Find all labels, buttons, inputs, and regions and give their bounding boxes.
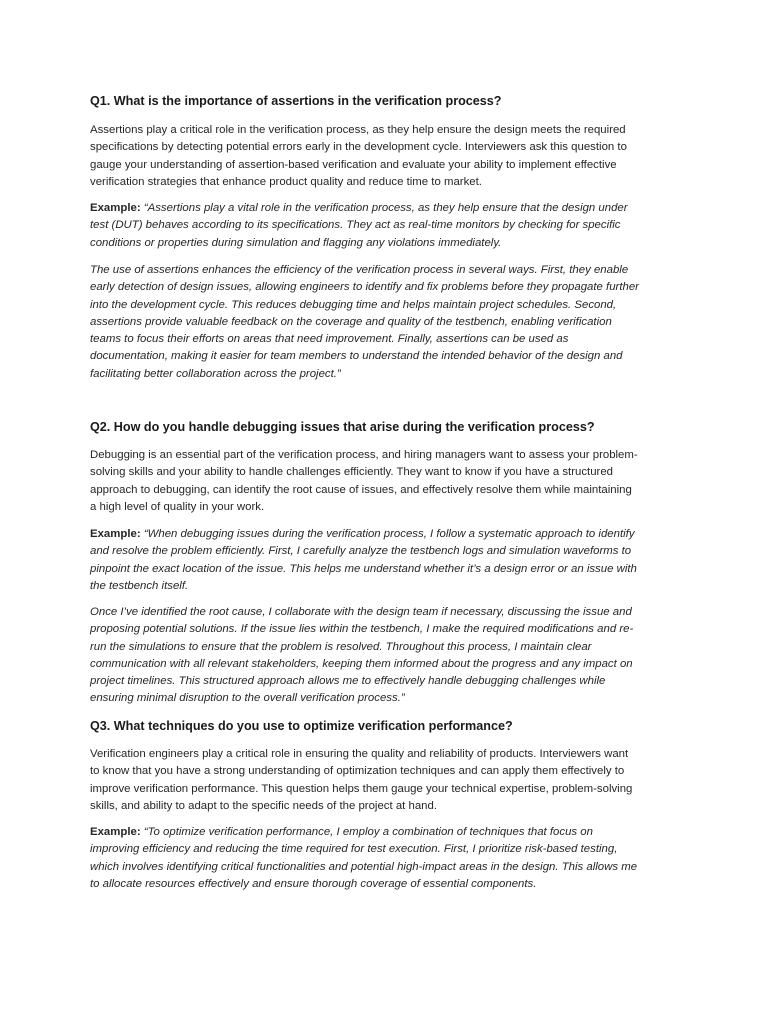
example-label: Example: [90, 202, 141, 214]
text-line-content: specifications by detecting potential errors early in the development cycle. Interviewers ask this question to [90, 141, 627, 154]
text-line [90, 578, 690, 595]
text-line [90, 157, 690, 174]
q2-example-continuation [90, 604, 690, 708]
text-line [90, 763, 690, 780]
text-line [90, 656, 690, 673]
text-line [90, 200, 690, 217]
text-line-content: verification strategies that enhance product quality and reduce time to market. [90, 175, 482, 188]
q3-example-paragraph [90, 824, 690, 893]
text-line-content: solving skills and your ability to handle challenges efficiently. They want to know if you have a structured [90, 466, 613, 479]
text-line-content: ensuring minimal disruption to the overall verification process.” [90, 692, 405, 705]
text-line-content: proposing potential solutions. If the issue lies within the testbench, I make the required modifications and re- [90, 623, 634, 636]
text-line-content: teams to focus their efforts on areas that need improvement. Finally, assertions can be used as [90, 333, 569, 345]
text-line [90, 621, 690, 638]
text-line [90, 331, 690, 348]
text-line-content: approach to debugging, can identify the root cause of issues, and effectively resolve them while maintaining [90, 483, 632, 496]
text-line-content: Once I’ve identified the root cause, I collaborate with the design team if necessary, discussing the issue and [90, 606, 632, 618]
text-line-content: a high level of quality in your work. [90, 500, 265, 513]
q1-example-continuation [90, 262, 690, 383]
text-line-content: Verification engineers play a critical role in ensuring the quality and reliability of products. Interviewers want [90, 748, 629, 760]
text-line [90, 604, 690, 621]
q1-heading: Q1. What is the importance of assertions in the verification process? [90, 94, 502, 108]
text-line-content: facilitating better collaboration across the project.” [90, 367, 341, 380]
text-line [90, 841, 690, 858]
text-line [90, 781, 690, 798]
text-line-content: pinpoint the exact location of the issue. This helps me understand whether it’s a design error or an issue with [90, 562, 637, 575]
text-line [90, 499, 690, 516]
text-line [90, 174, 690, 191]
q2-example-paragraph [90, 526, 690, 595]
text-line-content: test (DUT) behaves according to its specifications. They act as real-time monitors by checking for specific [90, 219, 621, 232]
text-line [90, 543, 690, 560]
text-line [90, 561, 690, 578]
text-line [90, 824, 690, 841]
q2-heading: Q2. How do you handle debugging issues that arise during the verification process? [90, 420, 595, 434]
text-line-content: Debugging is an essential part of the verification process, and hiring managers want to assess your problem- [90, 449, 638, 461]
text-line [90, 122, 690, 139]
text-line-content: conditions or properties during simulation and flagging any violations immediately. [90, 236, 502, 249]
text-line [90, 639, 690, 656]
text-line [90, 876, 690, 893]
q3-heading: Q3. What techniques do you use to optimize verification performance? [90, 719, 513, 733]
text-line-content: “To optimize verification performance, I employ a combination of techniques that focus on [143, 826, 593, 838]
text-line [90, 859, 690, 876]
text-line [90, 314, 690, 331]
text-line [90, 798, 690, 815]
text-line [90, 262, 690, 279]
q3-intro-paragraph [90, 746, 690, 815]
text-line [90, 746, 690, 763]
text-line-content: Assertions play a critical role in the verification process, as they help ensure the design meets the required [90, 124, 626, 136]
text-line [90, 447, 690, 464]
text-line [90, 139, 690, 156]
text-line [90, 348, 690, 365]
text-line-content: which involves identifying critical functionalities and potential high-impact areas in the design. This allows me [90, 860, 638, 873]
text-line [90, 217, 690, 234]
q1-example-paragraph [90, 200, 690, 252]
text-line-content: run the simulations to ensure that the problem is resolved. Throughout this process, I maintain clear [90, 640, 592, 653]
text-line-content: early detection of design issues, allowing engineers to identify and fix problems before they propagate further [90, 281, 639, 294]
text-line-content: to allocate resources effectively and ensure thorough coverage of essential components. [90, 877, 537, 890]
text-line-content: assertions provide valuable feedback on the coverage and quality of the testbench, enabling verification [90, 315, 612, 328]
text-line-content: project timelines. This structured approach allows me to effectively handle debugging challenges while [90, 675, 606, 687]
text-line [90, 482, 690, 499]
text-line-content: improve verification performance. This question helps them gauge your technical expertise, problem-solving [90, 782, 633, 795]
text-line-content: “Assertions play a vital role in the verification process, as they help ensure that the design under [143, 202, 628, 214]
text-line-content: “When debugging issues during the verification process, I follow a systematic approach to identify [143, 528, 635, 540]
text-line [90, 366, 690, 383]
q2-intro-paragraph [90, 447, 690, 516]
text-line-content: to know that you have a strong understanding of optimization techniques and can apply them effectively to [90, 765, 625, 778]
text-line [90, 235, 690, 252]
text-line [90, 526, 690, 543]
text-line-content: improving efficiency and reducing the time required for test execution. First, I prioritize risk-based testing, [90, 843, 618, 856]
text-line-content: communication with all relevant stakeholders, keeping them informed about the progress and any impact on [90, 657, 633, 670]
text-line [90, 297, 690, 314]
example-label: Example: [90, 528, 141, 540]
text-line-content: documentation, making it easier for team members to understand the intended behavior of the design and [90, 350, 623, 363]
text-line-content: skills, and ability to adapt to the specific needs of the project at hand. [90, 799, 437, 812]
text-line-content: into the development cycle. This reduces debugging time and helps maintain project schedules. Second, [90, 298, 617, 311]
text-line-content: the testbench itself. [90, 579, 189, 592]
text-line [90, 464, 690, 481]
example-label: Example: [90, 826, 141, 838]
text-line [90, 279, 690, 296]
text-line-content: and resolve the problem efficiently. First, I carefully analyze the testbench logs and simulation waveforms to [90, 545, 632, 558]
text-line-content: The use of assertions enhances the efficiency of the verification process in several ways. First, they enable [90, 264, 629, 276]
text-line [90, 673, 690, 690]
text-line [90, 690, 690, 707]
q1-intro-paragraph [90, 122, 690, 191]
text-line-content: gauge your understanding of assertion-based verification and evaluate your ability to implement effective [90, 158, 617, 171]
